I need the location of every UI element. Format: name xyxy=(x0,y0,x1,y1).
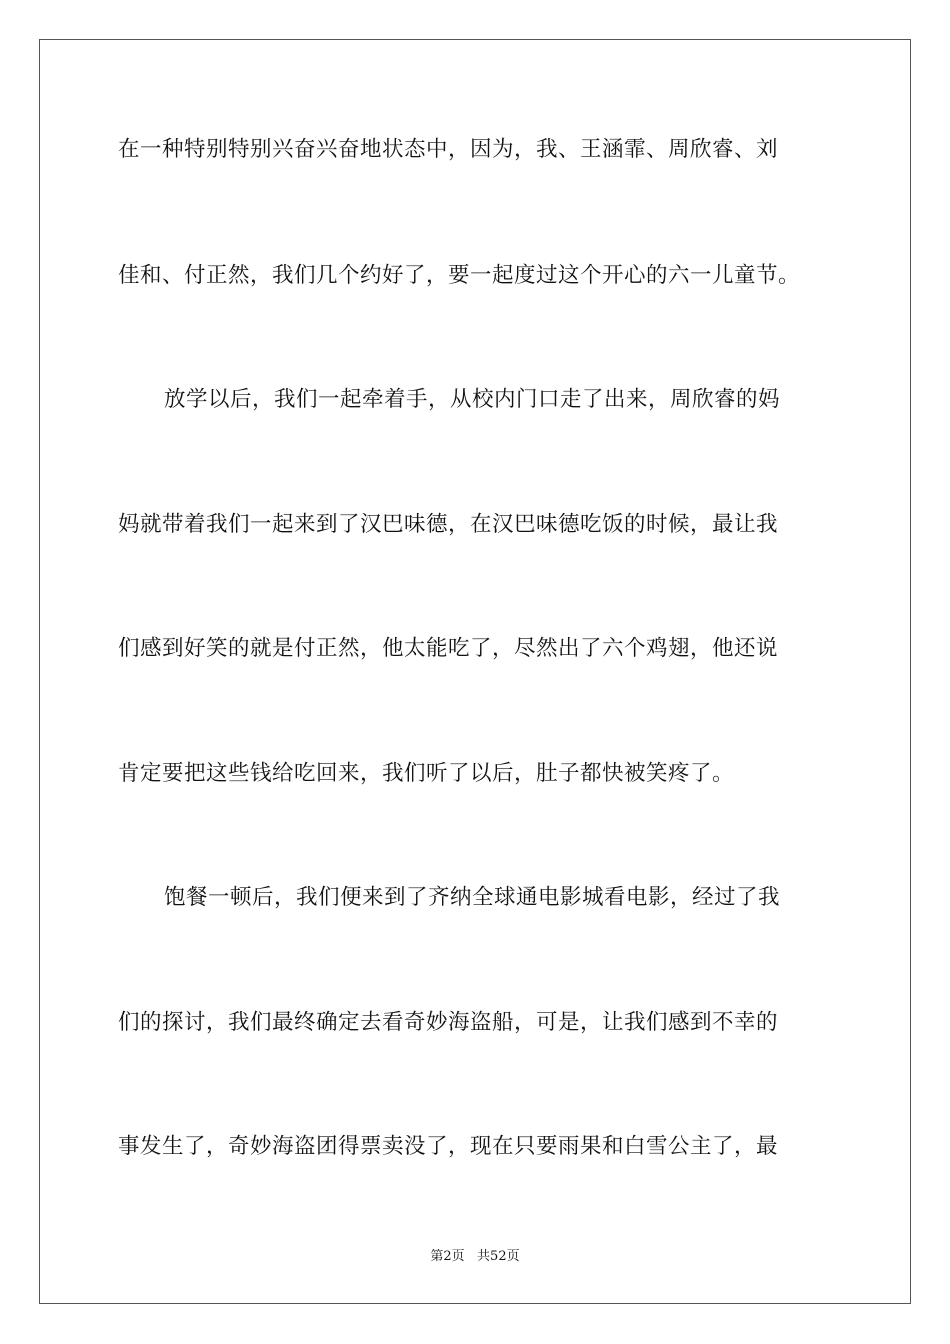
body-text-line: 在一种特别特别兴奋兴奋地状态中，因为，我、王涵霏、周欣睿、刘 xyxy=(118,137,779,162)
page-number-footer: 第2页 共52页 xyxy=(430,1249,520,1264)
body-text-line: 们的探讨，我们最终确定去看奇妙海盗船，可是，让我们感到不幸的 xyxy=(118,1010,779,1035)
paragraph-start-line: 放学以后，我们一起牵着手，从校内门口走了出来，周欣睿的妈 xyxy=(164,387,781,412)
page-border xyxy=(39,39,911,1304)
body-text-line: 们感到好笑的就是付正然，他太能吃了，尽然出了六个鸡翅，他还说 xyxy=(118,636,779,661)
body-text-line: 妈就带着我们一起来到了汉巴味德，在汉巴味德吃饭的时候，最让我 xyxy=(118,512,779,537)
paragraph-start-line: 饱餐一顿后，我们便来到了齐纳全球通电影城看电影，经过了我 xyxy=(164,885,781,910)
body-text-line: 肯定要把这些钱给吃回来，我们听了以后，肚子都快被笑疼了。 xyxy=(118,761,735,786)
body-text-line: 佳和、付正然，我们几个约好了，要一起度过这个开心的六一儿童节。 xyxy=(118,263,801,288)
body-text-line: 事发生了，奇妙海盗团得票卖没了，现在只要雨果和白雪公主了，最 xyxy=(118,1134,779,1159)
